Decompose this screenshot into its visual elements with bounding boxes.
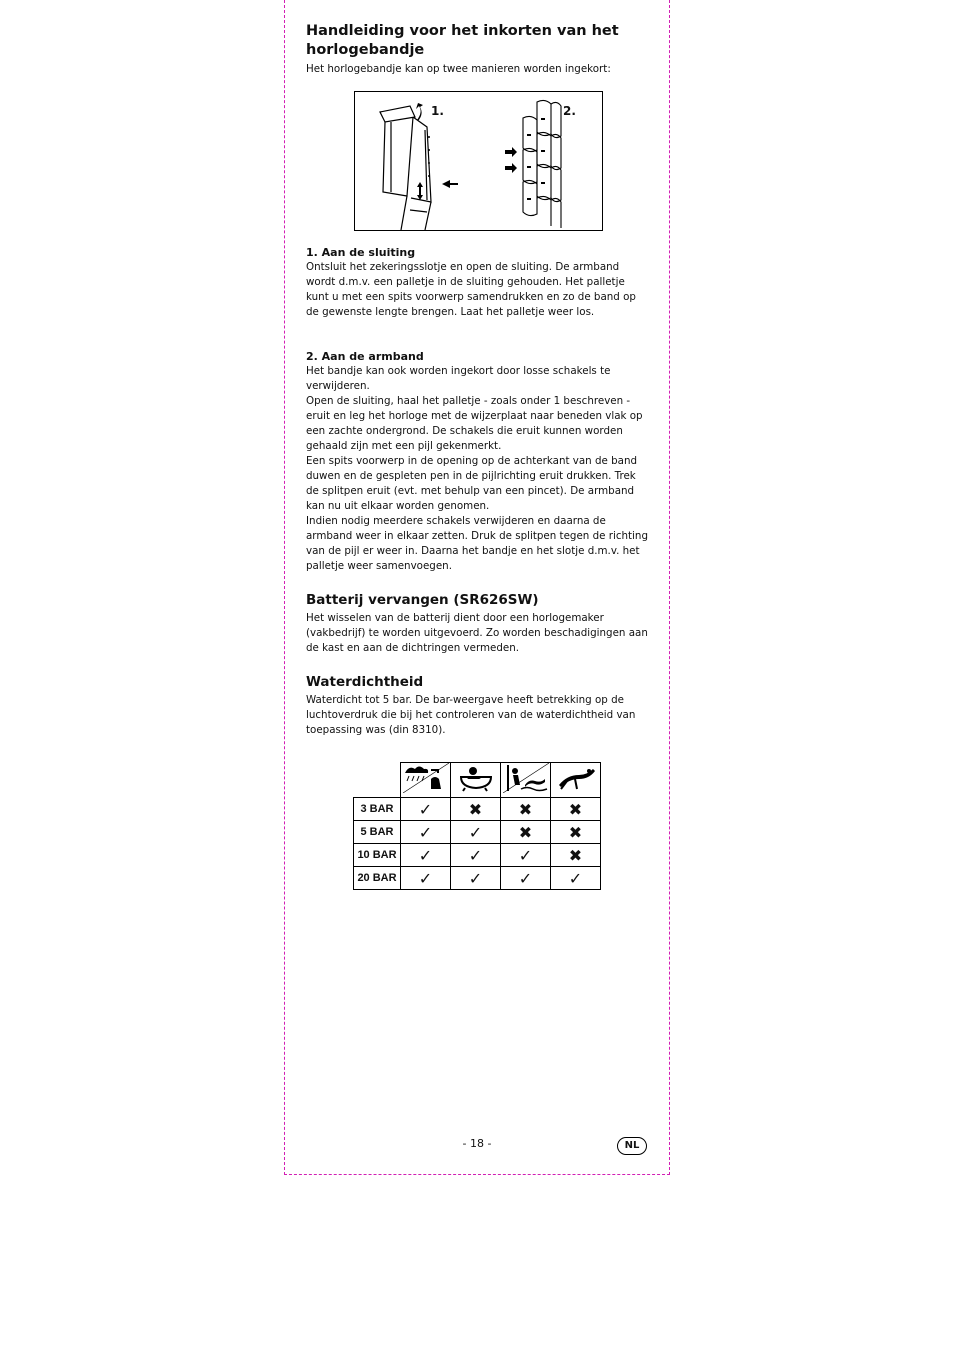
band-section (306, 349, 650, 574)
cross-icon: ✖ (501, 798, 551, 821)
strap-section-title: Handleiding voor het inkorten van het horlogebandje (306, 23, 619, 58)
figure-label-1: 1. (431, 104, 444, 118)
water-section (306, 674, 650, 738)
band-title: 2. Aan de armband (306, 350, 424, 363)
check-icon: ✓ (401, 798, 451, 821)
cross-icon: ✖ (551, 798, 601, 821)
table-header-row (354, 763, 601, 798)
cross-icon: ✖ (451, 798, 501, 821)
diving-icon (551, 763, 601, 798)
band-text-1: Het bandje kan ook worden ingekort door losse schakels te verwijderen. (306, 365, 611, 392)
cross-icon: ✖ (551, 821, 601, 844)
band-link-marks (527, 118, 545, 200)
clasp-title: 1. Aan de sluiting (306, 246, 416, 259)
clasp-section (306, 245, 650, 320)
check-icon: ✓ (551, 867, 601, 890)
table-row (354, 867, 601, 890)
bath-icon (451, 763, 501, 798)
table-corner (354, 763, 401, 798)
bar-rating-label: 20 BAR (354, 867, 401, 890)
page-number: - 18 - (462, 1137, 492, 1150)
figure-label-2: 2. (563, 104, 576, 118)
check-icon: ✓ (401, 844, 451, 867)
table-row (354, 844, 601, 867)
strap-intro: Het horlogebandje kan op twee manieren worden ingekort: (306, 63, 611, 75)
battery-text: Het wisselen van de batterij dient door een horlogemaker (vakbedrijf) te worden uitgevoerd. Zo worden beschadigingen aan de kast en aan de dichtringen vermeden. (306, 612, 648, 654)
water-resistance-table (353, 762, 601, 890)
check-icon: ✓ (451, 844, 501, 867)
battery-section (306, 592, 650, 656)
band-text-2: Open de sluiting, haal het palletje - zoals onder 1 beschreven - eruit en leg het horloge met de wijzerplaat naar beneden vlak op een zachte ondergrond. De schakels die eruit kunnen worden gehaald zijn met een pijl gekenmerkt. (306, 395, 643, 452)
swimming-icon (501, 763, 551, 798)
battery-title: Batterij vervangen (SR626SW) (306, 592, 539, 608)
water-text: Waterdicht tot 5 bar. De bar-weergave heeft betrekking op de luchtoverdruk die bij het controleren van de waterdichtheid van toepassing was (din 8310). (306, 694, 636, 736)
page-content (306, 22, 650, 890)
clasp-drawing (380, 106, 431, 230)
check-icon: ✓ (451, 867, 501, 890)
check-icon: ✓ (501, 844, 551, 867)
band-text-3: Een spits voorwerp in de opening op de achterkant van de band duwen en de gespleten pen in de pijlrichting eruit drukken. Trek de splitpen eruit (evt. met behulp van een pincet). De armband kan nu uit elkaar worden genomen. (306, 455, 638, 512)
cross-icon: ✖ (501, 821, 551, 844)
strap-figure (354, 91, 603, 231)
table-row (354, 798, 601, 821)
cross-icon: ✖ (551, 844, 601, 867)
check-icon: ✓ (451, 821, 501, 844)
bar-rating-label: 5 BAR (354, 821, 401, 844)
rain-splash-icon (401, 763, 451, 798)
table-row (354, 821, 601, 844)
check-icon: ✓ (401, 821, 451, 844)
clasp-text: Ontsluit het zekeringsslotje en open de sluiting. De armband wordt d.m.v. een palletje in de sluiting gehouden. Het palletje kunt u met een spits voorwerp samendrukken en zo de band op de gewenste lengte brengen. Laat het palletje weer los. (306, 261, 636, 318)
band-text-4: Indien nodig meerdere schakels verwijderen en daarna de armband weer in elkaar zetten. Druk de splitpen tegen de richting van de pijl er weer in. Daarna het bandje en het slotje d.m.v. het palletje weer samenvoegen. (306, 515, 648, 572)
check-icon: ✓ (501, 867, 551, 890)
bar-rating-label: 3 BAR (354, 798, 401, 821)
bar-rating-label: 10 BAR (354, 844, 401, 867)
check-icon: ✓ (401, 867, 451, 890)
water-title: Waterdichtheid (306, 674, 424, 690)
language-badge: NL (617, 1137, 647, 1155)
band-arrows (505, 147, 517, 173)
